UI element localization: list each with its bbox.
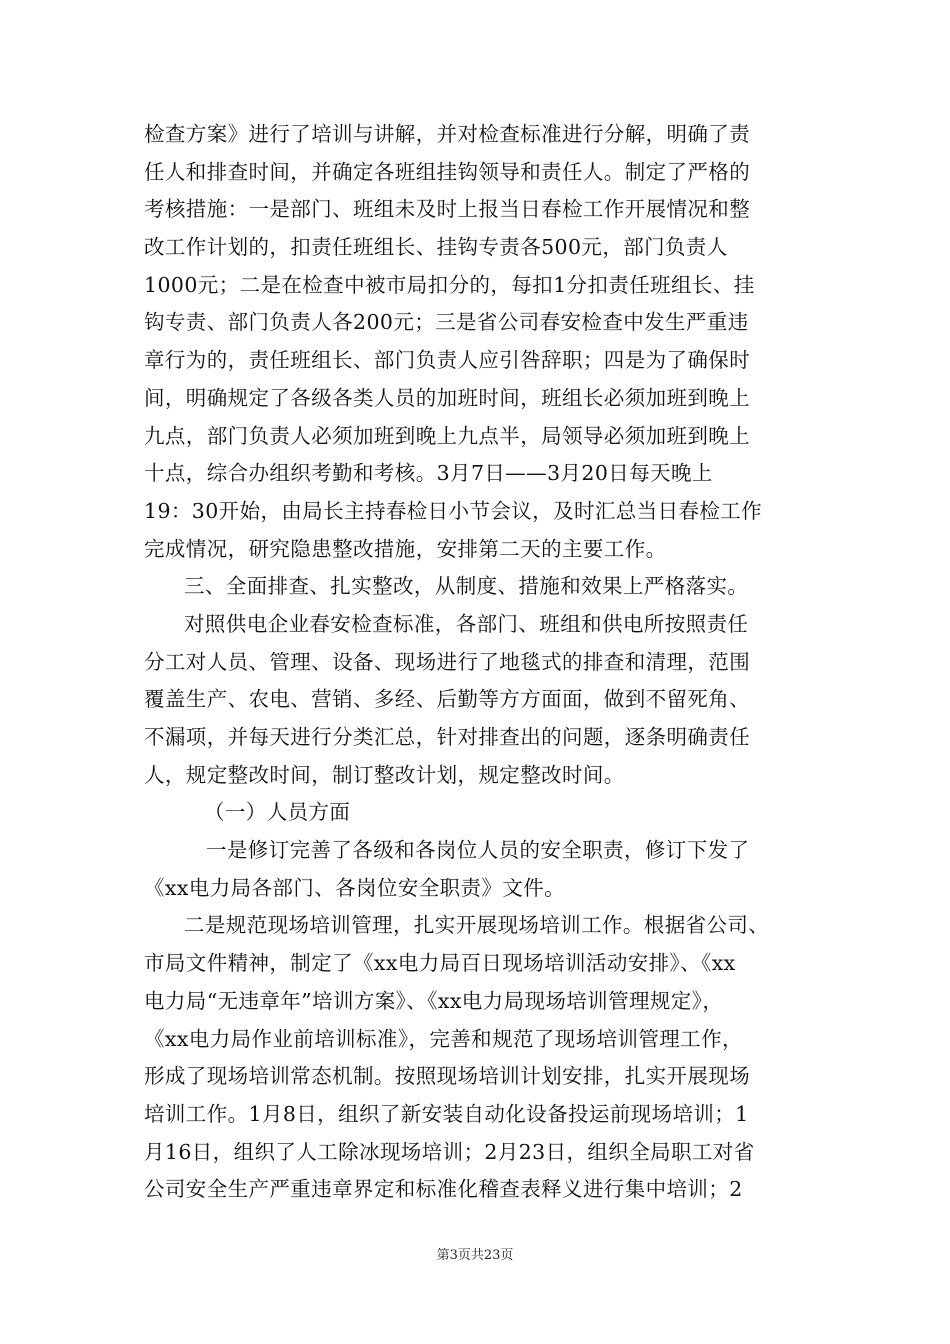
text-line: 任人和排查时间，并确定各班组挂钩领导和责任人。制定了严格的 <box>144 159 751 184</box>
text-line: 不漏项，并每天进行分类汇总，针对排查出的问题，逐条明确责任 <box>144 725 751 749</box>
text-line: 间，明确规定了各级各类人员的加班时间，班组长必须加班到晚上 <box>144 385 751 410</box>
text-line: 形成了现场培训常态机制。按照现场培训计划安排，扎实开展现场 <box>144 1064 751 1089</box>
text-line: 二是规范现场培训管理，扎实开展现场培训工作。根据省公司、 <box>184 913 770 938</box>
text-line: 市局文件精神，制定了《xx电力局百日现场培训活动安排》、《xx <box>144 951 736 976</box>
text-line: 改工作计划的，扣责任班组长、挂钩专责各500元，部门负责人 <box>144 235 728 260</box>
text-line: 对照供电企业春安检查标准，各部门、班组和供电所按照责任 <box>184 611 749 636</box>
text-line: 《xx电力局作业前培训标准》，完善和规范了现场培训管理工作， <box>144 1026 743 1051</box>
text-line: 钩专责、部门负责人各200元；三是省公司春安检查中发生严重违 <box>144 310 749 335</box>
document-body <box>144 116 808 1209</box>
text-line: 考核措施：一是部门、班组未及时上报当日春检工作开展情况和整 <box>144 197 751 222</box>
text-line: 覆盖生产、农电、营销、多经、后勤等方方面面，做到不留死角、 <box>144 687 751 712</box>
subsection-heading: （一）人员方面 <box>204 800 351 825</box>
text-line: 十点，综合办组织考勤和考核。3月7日——3月20日每天晚上 <box>144 461 713 486</box>
text-line: 1000元；二是在检查中被市局扣分的，每扣1分扣责任班组长、挂 <box>144 272 755 297</box>
text-line: 公司安全生产严重违章界定和标准化稽查表释义进行集中培训；2 <box>144 1177 743 1202</box>
section-heading: 三、全面排查、扎实整改，从制度、措施和效果上严格落实。 <box>184 574 749 599</box>
text-line: 分工对人员、管理、设备、现场进行了地毯式的排查和清理，范围 <box>144 649 751 674</box>
text-line: 月16日，组织了人工除冰现场培训；2月23日，组织全局职工对省 <box>144 1139 755 1164</box>
text-line: 九点，部门负责人必须加班到晚上九点半，局领导必须加班到晚上 <box>144 423 751 448</box>
text-line: 章行为的，责任班组长、部门负责人应引咎辞职；四是为了确保时 <box>144 348 751 373</box>
text-line: 完成情况，研究隐患整改措施，安排第二天的主要工作。 <box>144 536 667 561</box>
text-line: 19：30开始，由局长主持春检日小节会议，及时汇总当日春检工作 <box>144 498 763 523</box>
page-number: 第3页共23页 <box>436 1248 514 1263</box>
text-line: 检查方案》进行了培训与讲解，并对检查标准进行分解，明确了责 <box>144 122 751 146</box>
text-line: 一是修订完善了各级和各岗位人员的安全职责，修订下发了 <box>206 838 750 863</box>
text-line: 电力局“无违章年”培训方案》、《xx电力局现场培训管理规定》， <box>144 988 724 1013</box>
text-line: 《xx电力局各部门、各岗位安全职责》文件。 <box>144 875 566 900</box>
text-line: 人，规定整改时间，制订整改计划，规定整改时间。 <box>144 762 625 787</box>
page-footer <box>0 1244 950 1263</box>
text-line: 培训工作。1月8日，组织了新安装自动化设备投运前现场培训；1 <box>144 1101 749 1126</box>
